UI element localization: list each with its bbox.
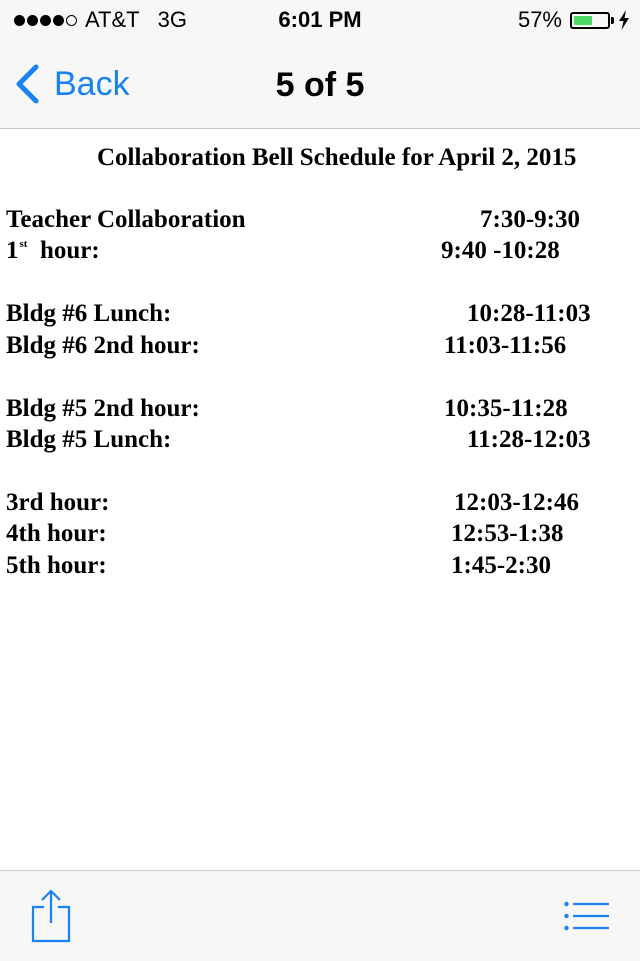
schedule-time: 10:35-11:28 — [444, 395, 568, 422]
schedule-time: 10:28-11:03 — [467, 300, 591, 327]
schedule-label — [6, 237, 100, 265]
status-bar — [0, 0, 640, 40]
battery-fill — [574, 16, 592, 25]
label-ordinal-number: 1 — [6, 237, 19, 264]
battery-icon — [570, 12, 610, 29]
schedule-label: Bldg #6 Lunch: — [6, 300, 172, 327]
schedule-label: Bldg #5 Lunch: — [6, 426, 172, 453]
network-type: 3G — [157, 7, 187, 32]
schedule-label: Bldg #6 2nd hour: — [6, 332, 200, 359]
schedule-time: 12:03-12:46 — [454, 489, 579, 516]
bottom-toolbar — [0, 870, 640, 961]
schedule-label: Teacher Collaboration — [6, 206, 246, 233]
battery-percent: 57% — [517, 7, 562, 32]
schedule-row — [0, 489, 640, 521]
schedule-label: 4th hour: — [6, 520, 107, 547]
document-page — [0, 129, 640, 870]
schedule-row — [0, 552, 640, 584]
schedule-label: 3rd hour: — [6, 489, 110, 516]
schedule-row — [0, 426, 640, 458]
battery-tip — [611, 17, 614, 24]
label-text: hour: — [39, 237, 100, 264]
share-icon[interactable] — [30, 889, 72, 943]
schedule-time: 11:03-11:56 — [444, 332, 567, 359]
navigation-bar — [0, 40, 640, 129]
status-right — [518, 8, 630, 32]
schedule-row — [0, 206, 640, 238]
schedule-row — [0, 520, 640, 552]
schedule-label: Bldg #5 2nd hour: — [6, 395, 200, 422]
list-icon[interactable] — [564, 901, 610, 931]
schedule-row — [0, 395, 640, 427]
schedule-time: 12:53-1:38 — [451, 520, 564, 547]
schedule-row — [0, 332, 640, 364]
label-ordinal-suffix: st — [19, 237, 28, 250]
bolt-icon — [618, 10, 630, 30]
schedule-time: 11:28-12:03 — [467, 426, 591, 453]
back-label: Back — [54, 64, 130, 103]
schedule-time: 1:45-2:30 — [451, 552, 551, 579]
schedule-time: 7:30-9:30 — [480, 206, 580, 233]
document-title: Collaboration Bell Schedule for April 2, 2015 — [97, 144, 577, 171]
schedule-label: 5th hour: — [6, 552, 107, 579]
schedule-row — [0, 300, 640, 332]
page-title: 5 of 5 — [275, 66, 365, 104]
status-time: 6:01 PM — [278, 7, 362, 32]
schedule-time: 9:40 -10:28 — [441, 237, 560, 264]
schedule-row — [0, 237, 640, 269]
carrier-name: AT&T — [85, 7, 140, 32]
